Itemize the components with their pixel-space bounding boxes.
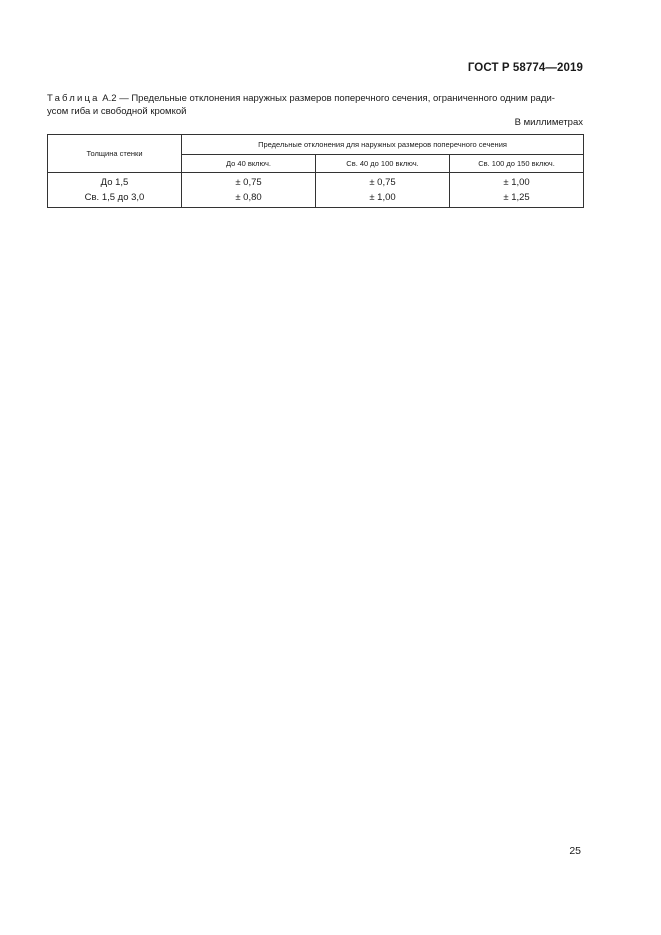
header-thickness: Толщина стенки: [48, 135, 182, 173]
header-deviation-group: Предельные отклонения для наружных размеров поперечного сечения: [182, 135, 584, 155]
header-range-3: Св. 100 до 150 включ.: [450, 155, 584, 173]
cell-value: ± 0,75: [182, 173, 316, 191]
cell-value: ± 0,75: [316, 173, 450, 191]
cell-thickness: Св. 1,5 до 3,0: [48, 190, 182, 208]
table-caption: [47, 92, 584, 118]
cell-value: ± 1,00: [450, 173, 584, 191]
cell-value: ± 0,80: [182, 190, 316, 208]
caption-text-line2: усом гиба и свободной кромкой: [47, 106, 187, 117]
cell-thickness: До 1,5: [48, 173, 182, 191]
header-range-2: Св. 40 до 100 включ.: [316, 155, 450, 173]
caption-text: — Предельные отклонения наружных размеров поперечного сечения, ограниченного одним ради-: [116, 93, 555, 104]
cell-value: ± 1,25: [450, 190, 584, 208]
cell-value: ± 1,00: [316, 190, 450, 208]
caption-number: А.2: [102, 93, 117, 104]
units-note: В миллиметрах: [514, 117, 583, 128]
standard-id: ГОСТ Р 58774—2019: [467, 62, 583, 74]
header-range-1: До 40 включ.: [182, 155, 316, 173]
page-number: 25: [569, 845, 581, 857]
table-row: [48, 173, 584, 191]
tolerance-table: [47, 134, 584, 208]
caption-label: Таблица: [47, 93, 100, 104]
table-row: [48, 190, 584, 208]
